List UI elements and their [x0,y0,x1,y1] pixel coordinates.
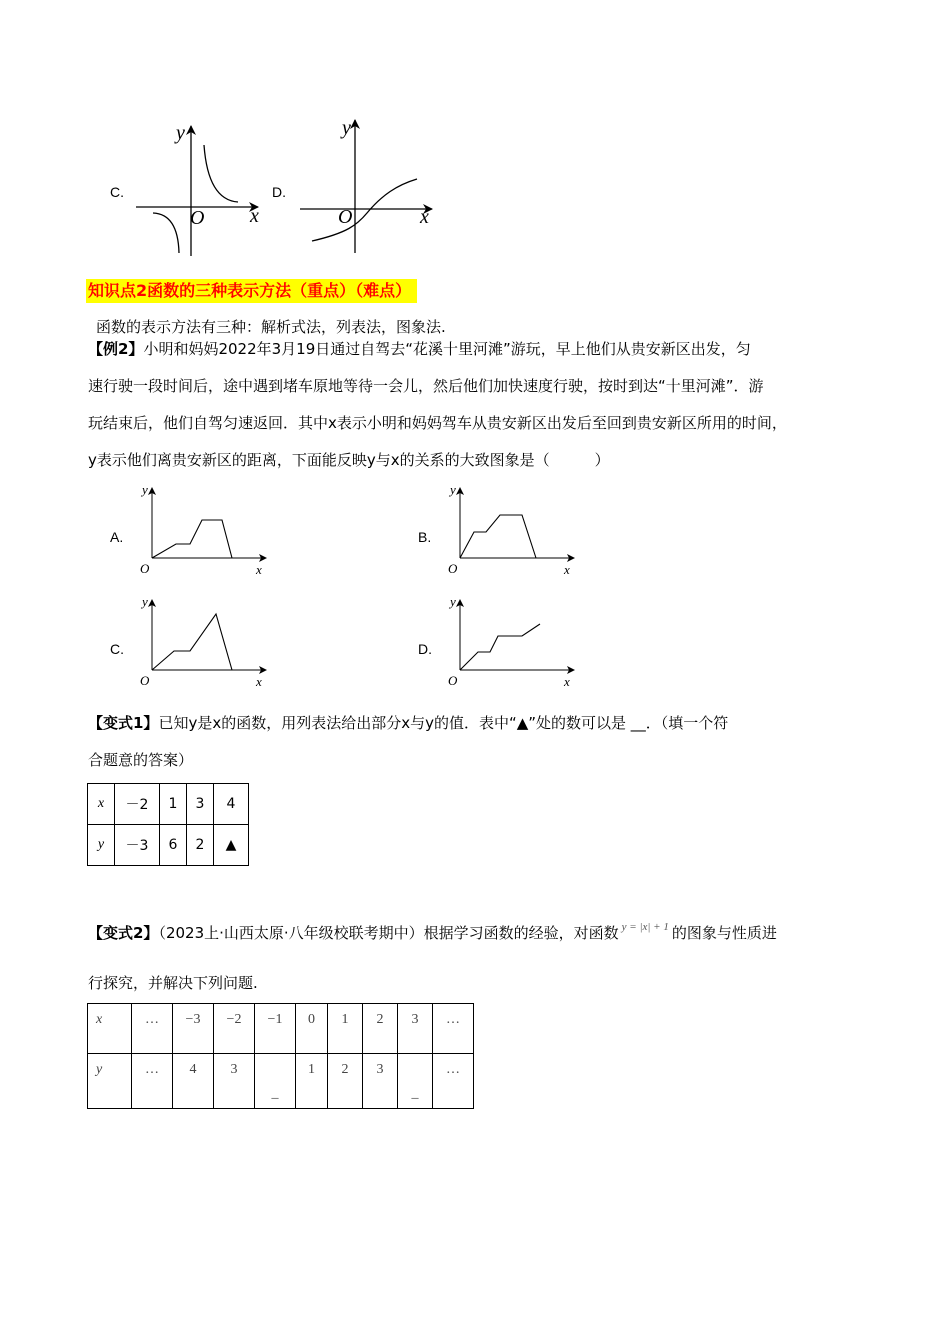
option-graph-a [136,482,270,577]
variant2-line1-row [88,921,878,947]
option-c-label: C. [110,184,124,200]
example2-line4: y表示他们离贵安新区的距离，下面能反映y与x的关系的大致图象是（ ） [88,451,610,469]
option-graph-c [136,594,270,689]
top-graph-d [292,115,442,255]
table-row [88,784,249,825]
example2-block [88,331,868,479]
table-row [88,1054,474,1109]
variant2-line1b: 的图象与性质进 [671,924,777,942]
intro-text: 函数的表示方法有三种：解析式法，列表法，图象法. [96,318,446,336]
table-cell: 1 [160,784,187,825]
option-c2-label: C. [110,641,124,657]
axis-y-label: y [450,482,456,497]
origin-label: O [140,561,150,576]
table-cell: 1 [328,1004,363,1054]
section-heading: 知识点2函数的三种表示方法（重点）（难点） [86,279,417,303]
table-cell: 0 [296,1004,328,1054]
table-cell: 4 [214,784,249,825]
table-cell: … [132,1004,173,1054]
example2-line3: 玩结束后，他们自驾匀速返回．其中x表示小明和妈妈驾车从贵安新区出发后至回到贵安新区所用的时间， [88,414,787,432]
table-cell: 3 [214,1054,255,1109]
table-cell: _ [398,1054,433,1109]
option-b-label: B. [418,529,432,545]
origin-label: O [190,207,205,229]
axis-x-label: x [564,562,570,577]
variant1-table [87,783,249,866]
option-a-label: A. [110,529,124,545]
table-cell: y [88,825,115,866]
variant2-line2: 行探究，并解决下列问题. [88,974,258,992]
table-cell: ▲ [214,825,249,866]
origin-label: O [448,561,458,576]
axis-y-label: y [342,117,351,139]
table-cell: 2 [363,1004,398,1054]
table-cell: −3 [173,1004,214,1054]
origin-label: O [448,673,458,688]
variant1-tag: 【变式1】 [88,714,159,732]
option-d-label: D. [272,184,286,200]
example2-line2: 速行驶一段时间后，途中遇到堵车原地等待一会儿，然后他们加快速度行驶，按时到达“十里河滩”．游 [88,377,764,395]
table-cell: −2 [214,1004,255,1054]
option-graph-d [444,594,578,689]
option-graph-b [444,482,578,577]
table-cell: _ [255,1054,296,1109]
table-cell: … [433,1054,474,1109]
variant2-formula: y = |x| + 1 [621,921,669,933]
table-cell: －3 [115,825,160,866]
option-d2-label: D. [418,641,432,657]
variant1-block [88,705,868,779]
example2-tag: 【例2】 [88,340,144,358]
table-cell: 2 [328,1054,363,1109]
axis-y-label: y [176,122,185,144]
table-cell: 3 [187,784,214,825]
table-cell: 3 [398,1004,433,1054]
axis-x-label: x [256,674,262,689]
axis-x-label: x [256,562,262,577]
table-cell: 4 [173,1054,214,1109]
table-row [88,825,249,866]
axis-x-label: x [250,205,259,227]
table-cell: … [433,1004,474,1054]
variant2-table [87,1003,474,1109]
table-cell: 2 [187,825,214,866]
table-cell: −1 [255,1004,296,1054]
example2-line1: 小明和妈妈2022年3月19日通过自驾去“花溪十里河滩”游玩，早上他们从贵安新区出发，匀 [143,340,751,358]
variant1-line1: 已知y是x的函数，用列表法给出部分x与y的值．表中“▲”处的数可以是 __．（填一个符 [158,714,729,732]
axis-x-label: x [564,674,570,689]
variant2-line1a: （2023上·山西太原·八年级校联考期中）根据学习函数的经验，对函数 [158,924,619,942]
table-cell: x [88,1004,132,1054]
table-cell: y [88,1054,132,1109]
variant1-line2: 合题意的答案） [88,751,194,769]
table-cell: 3 [363,1054,398,1109]
origin-label: O [338,206,353,228]
top-graph-c [128,118,268,258]
table-cell: 6 [160,825,187,866]
table-row [88,1004,474,1054]
axis-y-label: y [142,594,148,609]
axis-x-label: x [420,206,429,228]
table-cell: －2 [115,784,160,825]
table-cell: 1 [296,1054,328,1109]
variant2-tag: 【变式2】 [88,924,159,942]
origin-label: O [140,673,150,688]
table-cell: x [88,784,115,825]
axis-y-label: y [450,594,456,609]
table-cell: … [132,1054,173,1109]
axis-y-label: y [142,482,148,497]
